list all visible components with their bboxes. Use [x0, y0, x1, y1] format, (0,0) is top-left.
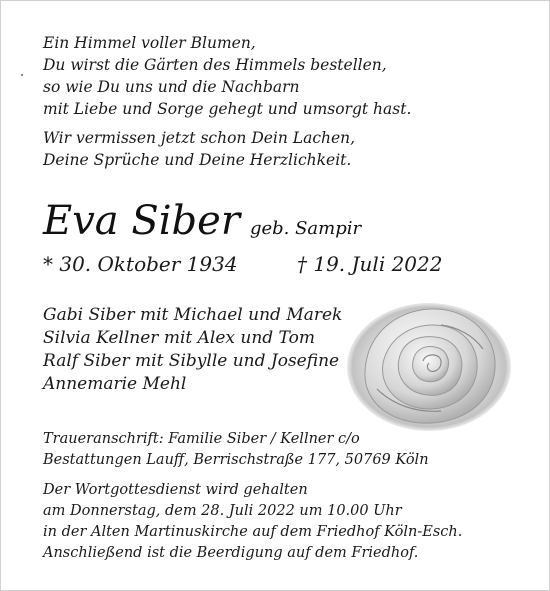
poem-line: mit Liebe und Sorge gehegt und umsorgt hast. [43, 100, 412, 118]
service-block [43, 480, 462, 564]
address-block [43, 429, 429, 471]
family-member: Gabi Siber mit Michael und Marek [43, 305, 343, 325]
poem-stanza-1 [43, 32, 411, 120]
poem-line: Du wirst die Gärten des Himmels bestellen, [43, 56, 387, 74]
poem-line: so wie Du uns und die Nachbarn [43, 78, 300, 96]
maiden-name: geb. Sampir [249, 218, 362, 239]
decorative-dot [21, 74, 23, 76]
family-list [43, 304, 342, 396]
address-line: Bestattungen Lauff, Berrischstraße 177, 50769 Köln [43, 452, 429, 468]
poem-line: Ein Himmel voller Blumen, [43, 34, 256, 52]
rose-image [337, 293, 513, 433]
service-line: in der Alten Martinuskirche auf dem Friedhof Köln-Esch. [43, 524, 463, 540]
family-member: Ralf Siber mit Sibylle und Josefine [43, 351, 340, 371]
service-line: Der Wortgottesdienst wird gehalten [43, 482, 308, 498]
birth-date: * 30. Oktober 1934 [43, 252, 238, 276]
deceased-name: Eva Siber [43, 198, 240, 244]
address-line: Traueranschrift: Familie Siber / Kellner c/o [43, 431, 360, 447]
deceased-name-row [43, 197, 361, 253]
service-line: am Donnerstag, dem 28. Juli 2022 um 10.00 Uhr [43, 503, 402, 519]
family-member: Annemarie Mehl [43, 374, 187, 394]
family-member: Silvia Kellner mit Alex und Tom [43, 328, 315, 348]
poem-line: Wir vermissen jetzt schon Dein Lachen, [43, 129, 356, 147]
death-date: † 19. Juli 2022 [297, 252, 443, 276]
poem-stanza-2 [43, 127, 355, 171]
poem-line: Deine Sprüche und Deine Herzlichkeit. [43, 151, 352, 169]
service-line: Anschließend ist die Beerdigung auf dem Friedhof. [43, 545, 419, 561]
